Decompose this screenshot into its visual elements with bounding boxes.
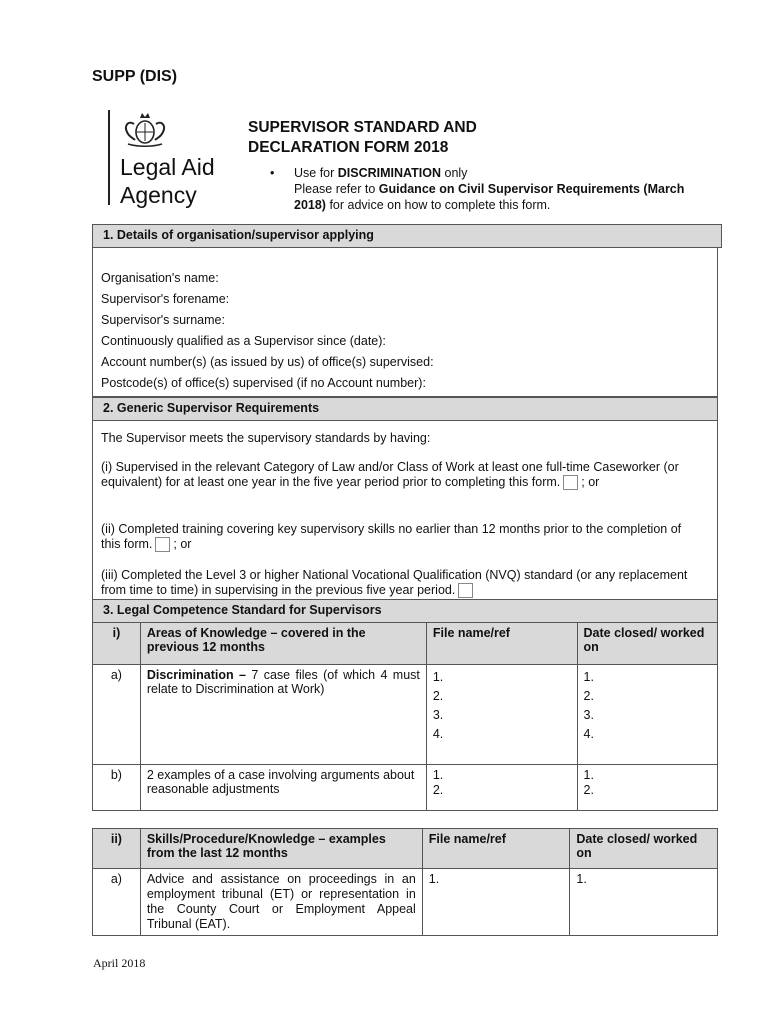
requirement-iii: (iii) Completed the Level 3 or higher National Vocational Qualification (NVQ) standard (or any replacement from time to time) in supervising in the previous five year period.	[101, 568, 688, 597]
date-cell[interactable]: 1. 2.	[577, 765, 718, 811]
row-label: b)	[93, 765, 141, 811]
col-number-header: i)	[93, 623, 141, 665]
agency-logo-text	[120, 153, 215, 209]
section-2-intro: The Supervisor meets the supervisory standards by having:	[101, 431, 431, 445]
account-number-field[interactable]: Account number(s) (as issued by us) of office(s) supervised:	[101, 355, 434, 369]
requirement-i: (i) Supervised in the relevant Category of Law and/or Class of Work at least one full-time Caseworker (or equivalent) for at least one year in the five year period prior to completing this form. ; or	[101, 460, 679, 489]
table-row	[93, 665, 718, 765]
table-row	[93, 869, 718, 936]
date-cell[interactable]: 1.	[570, 869, 718, 936]
col-number-header: ii)	[93, 829, 141, 869]
row-description: 2 examples of a case involving arguments about reasonable adjustments	[140, 765, 426, 811]
skills-table	[92, 828, 718, 936]
form-title-line-2: DECLARATION FORM 2018	[248, 139, 449, 156]
logo-line-2: Agency	[120, 182, 197, 208]
org-name-field[interactable]: Organisation's name:	[101, 271, 219, 285]
file-ref-cell[interactable]: 1. 2. 3. 4.	[426, 665, 577, 765]
requirement-i-checkbox[interactable]	[563, 475, 578, 490]
date-cell[interactable]: 1. 2. 3. 4.	[577, 665, 718, 765]
row-label: a)	[93, 665, 141, 765]
col-date-header: Date closed/ worked on	[570, 829, 718, 869]
section-3-heading: 3. Legal Competence Standard for Supervisors	[92, 599, 718, 623]
table-row	[93, 765, 718, 811]
requirement-ii: (ii) Completed training covering key supervisory skills no earlier than 12 months prior to the completion of this form. ; or	[101, 522, 682, 551]
royal-crest-icon	[120, 110, 170, 148]
knowledge-table	[92, 622, 718, 811]
section-1-heading: 1. Details of organisation/supervisor applying	[92, 224, 722, 248]
row-description: Advice and assistance on proceedings in an employment tribunal (ET) or representation in the County Court or Employment Appeal Tribunal (EAT).	[140, 869, 422, 936]
col-skills-header: Skills/Procedure/Knowledge – examples from the last 12 months	[140, 829, 422, 869]
col-date-header: Date closed/ worked on	[577, 623, 718, 665]
section-2-heading: 2. Generic Supervisor Requirements	[92, 397, 718, 421]
guidance-note: Please refer to Guidance on Civil Supervisor Requirements (March 2018) for advice on how to complete this form.	[294, 182, 685, 212]
use-for-note: Use for DISCRIMINATION only	[294, 166, 468, 180]
row-description: Discrimination – 7 case files (of which 4 must relate to Discrimination at Work)	[140, 665, 426, 765]
form-code: SUPP (DIS)	[92, 68, 178, 85]
qualified-since-field[interactable]: Continuously qualified as a Supervisor since (date):	[101, 334, 386, 348]
footer-date: April 2018	[93, 956, 146, 970]
file-ref-cell[interactable]: 1.	[422, 869, 570, 936]
bullet-icon: •	[270, 166, 275, 180]
supervisor-forename-field[interactable]: Supervisor's forename:	[101, 292, 230, 306]
supervisor-surname-field[interactable]: Supervisor's surname:	[101, 313, 225, 327]
postcode-field[interactable]: Postcode(s) of office(s) supervised (if no Account number):	[101, 376, 426, 390]
form-title-line-1: SUPERVISOR STANDARD AND	[248, 119, 477, 136]
file-ref-cell[interactable]: 1. 2.	[426, 765, 577, 811]
col-file-header: File name/ref	[422, 829, 570, 869]
col-file-header: File name/ref	[426, 623, 577, 665]
form-title	[248, 118, 477, 158]
logo-divider	[108, 110, 110, 205]
logo-line-1: Legal Aid	[120, 154, 215, 180]
row-label: a)	[93, 869, 141, 936]
col-area-header: Areas of Knowledge – covered in the previous 12 months	[140, 623, 426, 665]
requirement-ii-checkbox[interactable]	[155, 537, 170, 552]
intro-notes	[270, 165, 700, 213]
requirement-iii-checkbox[interactable]	[458, 583, 473, 598]
